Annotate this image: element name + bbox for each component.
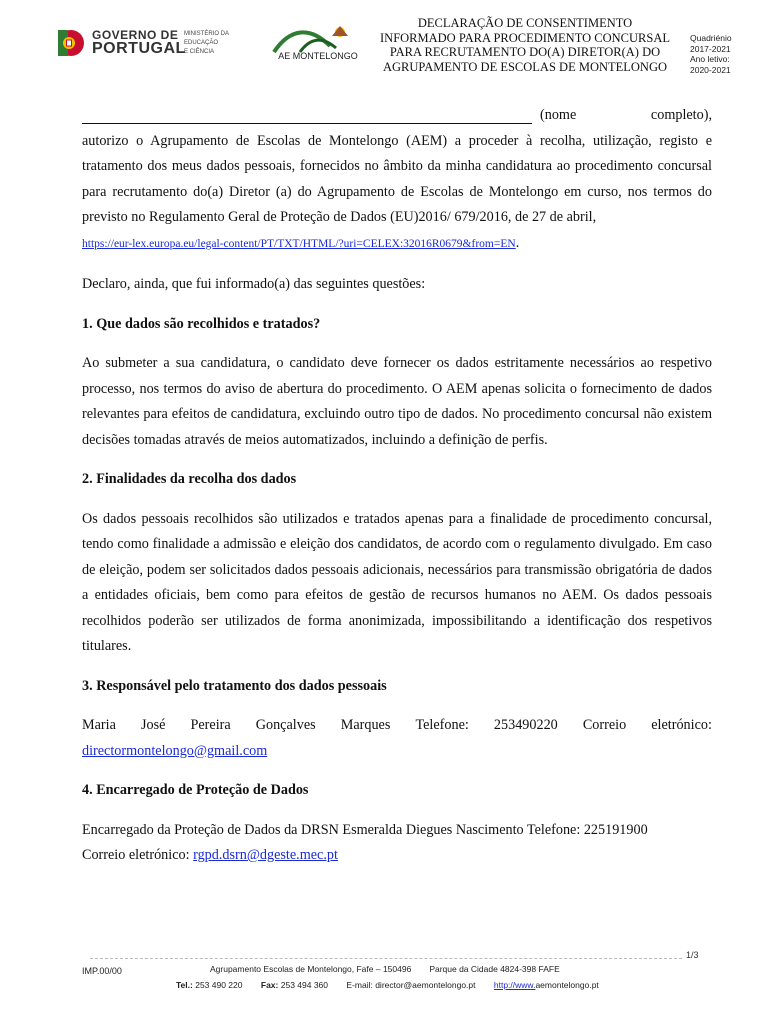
website-rest: aemontelongo.pt xyxy=(535,980,599,990)
name-line xyxy=(82,103,712,129)
aem-name: AE MONTELONGO xyxy=(278,51,358,61)
section-2-title: 2. Finalidades da recolha dos dados xyxy=(82,471,297,487)
footer-school: Agrupamento Escolas de Montelongo, Fafe – 150496 xyxy=(210,964,412,974)
portugal-seal-icon xyxy=(56,25,86,59)
form-code: IMP.00/00 xyxy=(82,966,122,976)
tel-label: Tel.: xyxy=(176,980,193,990)
tel-value: 253 490 220 xyxy=(195,980,243,990)
section-3-title: 3. Responsável pelo tratamento dos dados pessoais xyxy=(82,677,387,694)
ministry-line-2: E CIÊNCIA xyxy=(184,49,215,55)
gov-line-1: GOVERNO DE xyxy=(92,28,179,42)
document-body xyxy=(82,103,712,869)
footer-street: Parque da Cidade 4824-398 FAFE xyxy=(429,964,560,974)
year-value: 2020-2021 xyxy=(690,64,731,75)
page-number: 1/3 xyxy=(686,950,699,960)
term-label: Quadriénio xyxy=(690,33,732,43)
ministry-line-1: MINISTÉRIO DA EDUCAÇÃO xyxy=(184,31,229,46)
dpo-email-label: Correio eletrónico: xyxy=(82,847,190,863)
responsible-word: Correio xyxy=(582,717,627,733)
nome-word: (nome xyxy=(540,107,577,123)
section-4-text: Encarregado da Proteção de Dados da DRSN Esmeralda Diegues Nascimento Telefone: 225191900 xyxy=(82,821,648,838)
footer-contact xyxy=(176,980,599,990)
website-link[interactable]: http://www. xyxy=(493,980,536,990)
year-label: Ano letivo: xyxy=(690,54,730,64)
responsible-word: Gonçalves xyxy=(255,717,316,733)
section-1-title: 1. Que dados são recolhidos e tratados? xyxy=(82,315,321,332)
responsible-word: Maria xyxy=(82,717,116,733)
term-value: 2017-2021 xyxy=(690,43,731,54)
responsible-word: Telefone: xyxy=(415,717,469,733)
document-header xyxy=(0,0,770,95)
name-blank-field[interactable] xyxy=(82,109,532,124)
completo-word: completo), xyxy=(650,107,712,123)
regulation-link[interactable]: https://eur-lex.europa.eu/legal-content/PT/TXT/HTML/?uri=CELEX:32016R0679&from=EN xyxy=(82,237,516,250)
responsible-email-link[interactable]: directormontelongo@gmail.com xyxy=(82,742,268,759)
gov-line-2: PORTUGAL xyxy=(92,40,186,57)
fax-label: Fax: xyxy=(260,980,279,990)
section-1-text: Ao submeter a sua candidatura, o candidato deve fornecer os dados estritamente necessários ao respetivo processo, nos termos do aviso de abertura do procedimento. O AEM apenas solicita o fornecimento de dados relevantes para efeitos de candidatura, excluindo outro tipo de dados. No procedimento concursal não existem decisões tomadas através de meios automatizados, incluindo a definição de perfis. xyxy=(82,355,712,448)
term-info xyxy=(690,33,750,75)
footer-email: E-mail: director@aemontelongo.pt xyxy=(346,980,476,990)
responsible-word: Marques xyxy=(340,717,391,733)
responsible-word: 253490220 xyxy=(493,717,558,733)
fax-value: 253 494 360 xyxy=(280,980,329,990)
intro-paragraph: autorizo o Agrupamento de Escolas de Montelongo (AEM) a proceder à recolha, utilização, registo e tratamento dos meus dados pessoais, fornecidos no âmbito da minha candidatura ao procedimento concursal para recrutamento do(a) Diretor (a) do Agrupamento de Escolas de Montelongo em curso, nos termos do previsto no Regulamento Geral de Proteção de Dados (EU)2016/ 679/2016, de 27 de abril, xyxy=(82,132,712,225)
section-2-text: Os dados pessoais recolhidos são utilizados e tratados apenas para a finalidade de procedimento concursal, tendo como finalidade a admissão e eleição dos candidatos, de acordo com o regulamento divulgado. Em caso de eleição, podem ser solicitados dados pessoais adicionais, necessários para transmissão obrigatória de dados a entidades oficiais, bem como para efeitos de gestão de recursos humanos no AEM. Os dados pessoais recolhidos poderão ser utilizados de forma anonimizada, impossibilitando a identificação dos respetivos titulares. xyxy=(82,510,712,654)
document-title: DECLARAÇÃO DE CONSENTIMENTO INFORMADO PARA PROCEDIMENTO CONCURSAL PARA RECRUTAMENTO DO(A) DIRETOR(A) DO AGRUPAMENTO DE ESCOLAS DE MONTELONGO xyxy=(380,16,670,74)
responsible-line xyxy=(82,713,712,739)
responsible-word: José xyxy=(140,717,166,733)
footer-divider xyxy=(90,958,682,959)
link-period: . xyxy=(515,234,520,251)
responsible-word: Pereira xyxy=(190,717,231,733)
footer-address xyxy=(210,964,560,974)
section-4-title: 4. Encarregado de Proteção de Dados xyxy=(82,782,309,798)
dpo-email-link[interactable]: rgpd.dsrn@dgeste.mec.pt xyxy=(193,847,338,863)
declaro-paragraph: Declaro, ainda, que fui informado(a) das seguintes questões: xyxy=(82,276,426,292)
responsible-word: eletrónico: xyxy=(651,717,712,733)
ministry-label xyxy=(184,30,264,57)
